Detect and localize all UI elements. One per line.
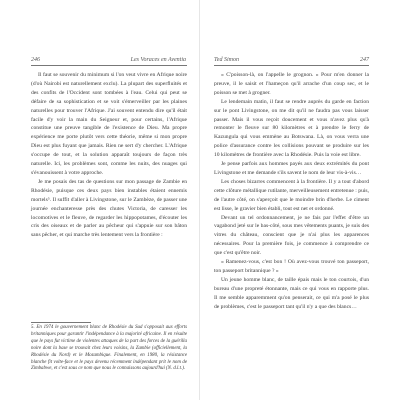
footnote-text: 5. En 1974 le gouvernement blanc de Rhodésie du Sud s'opposait aux efforts britanniques pour garantir l'indépendance à la majorité africaine. Il en résulte que le pays fut victime de violentes attaques de la part des forces de la guérilla noire dont la base se trouvait chez leurs voisins, la Zambie (officiellement, la Rhodésie du Nord) et le Mozambique. Finalement, en 1980, la résistance blanche fit volte-face et le pays devenu récemment indépendant prit le nom de Zimbabwe, et c'est sous ce nom que nous le connaissons aujourd'hui (N. d.l.t.). xyxy=(31,325,187,372)
right-paragraph-5: Devant un tel ordonnancement, je ne fais par l'effet d'être un vagabond jeté sur le bas-côté, sous mes vêtements puants, je suis des vitres du château, conscient que je n'ai plus les apparences nécessaires. Pour la première fois, je commence à comprendre ce que c'est qu'être noir. xyxy=(214,214,369,257)
left-footnote xyxy=(31,325,187,373)
left-page-number: 246 xyxy=(31,57,40,63)
right-paragraph-6: « Ramenez-vous, c'est bon ! Où avez-vous trouvé ton passeport, ton passeport britannique ? » xyxy=(214,259,369,274)
footnote-rule xyxy=(31,322,91,323)
left-paragraph-1: Il faut se souvenir du minimum si l'on veut vivre en Afrique noire (d'où Nairobi est naturellement exclu). La plupart des superfluités et des confits de l'Occident sont tombées à l'eau. Celui qui peut se défaire de sa sophistication et se voit s'émerveiller par les plaines naturelles pour trouver l'Afrique. J'ai souvent entendu dire qu'il était facile d'y voir la main du Seigneur et, pour certains, l'Afrique constitue une preuve tangible de l'existence de Dieu. Ma propre expérience me porte plutôt vers cette théorie, même si mon propre Dieu est plus fuyant que jamais. Rien ne sert d'y chercher. L'Afrique s'occupe de tout, et la solution apparaît toujours de façon très naturelle. Ici, les problèmes sont, comme les nuits, des nuages qui s'évanouissent à votre approche. xyxy=(31,72,187,176)
right-paragraph-4: Les choses bizarres commencent à la frontière. Il y a tout d'abord cette clôture métallique rutilante, merveilleusement entretenue : puis, de l'autre côté, on s'aperçoit que le moindre brin d'herbe. Le ciment est lisse, le gravier bien établi, tout est net et ordonné. xyxy=(214,178,369,212)
right-page xyxy=(200,0,400,400)
right-header-rule xyxy=(214,65,369,66)
left-header-rule xyxy=(31,65,187,66)
left-paragraph-2: Je me posais des tas de questions sur mon passage de Zambie en Rhodésie, puisque ces deux pays bien instables étaient ennemis mortels⁵. Il suffit d'aller à Livingstone, sur le Zambèze, de passer une journée enchanteresse près des chutes Victoria, de caresser les locomotives et le fleuve, de regarder les hippopotames, d'écouter les cris des oiseaux et de parler au pêcheur qui s'appuie sur son bâton sans pêcher, et qui marche très lentement vers la frontière : xyxy=(31,178,187,239)
right-paragraph-1: « C'poisson-là, on l'appelle le grognon. » Pour m'en donner la preuve, il le saisit et l'hameçon qu'il arrache d'un coup sec, et le poisson se met à grogner. xyxy=(214,72,369,96)
right-paragraph-3: Je pense parfois aux hommes payés aux deux extrémités du pont Livingstone et me demande s'ils savent le nom de leur vis-à-vis… xyxy=(214,161,369,176)
right-running-title: Ted Simon xyxy=(214,57,239,63)
left-running-title: Les Voraces en Aventia xyxy=(130,57,186,63)
right-body-text xyxy=(214,71,369,311)
right-paragraph-2: Le lendemain matin, il faut se rendre auprès du garde en faction sur le pont Livingstone, on me dit qu'il ne faudra pas vous laisser passer. Mais il vous reçoit doucement et vous n'avez plus qu'à remonter le fleuve sur 80 kilomètres et à prendre le ferry de Kazungula qui vous emmène au Botswana. Là, on vous verra une police d'assurance contre les collisions pouvant se produire sur les 10 kilomètres de frontière avec la Rhodésie. Puis la voie est libre. xyxy=(214,98,369,159)
right-paragraph-7: Un jeune homme blanc, de taille épais mais le ton courtois, d'un bureau d'une propreté étonnante, mais ce qui vous en rapporte plus. Il me semble apparemment qu'on penserait, ce qui m'a posé le plus de problèmes, c'est le passeport tant qu'il n'y a que des blancs… xyxy=(214,276,369,310)
right-page-number: 247 xyxy=(360,57,369,63)
left-body-text xyxy=(31,71,187,240)
